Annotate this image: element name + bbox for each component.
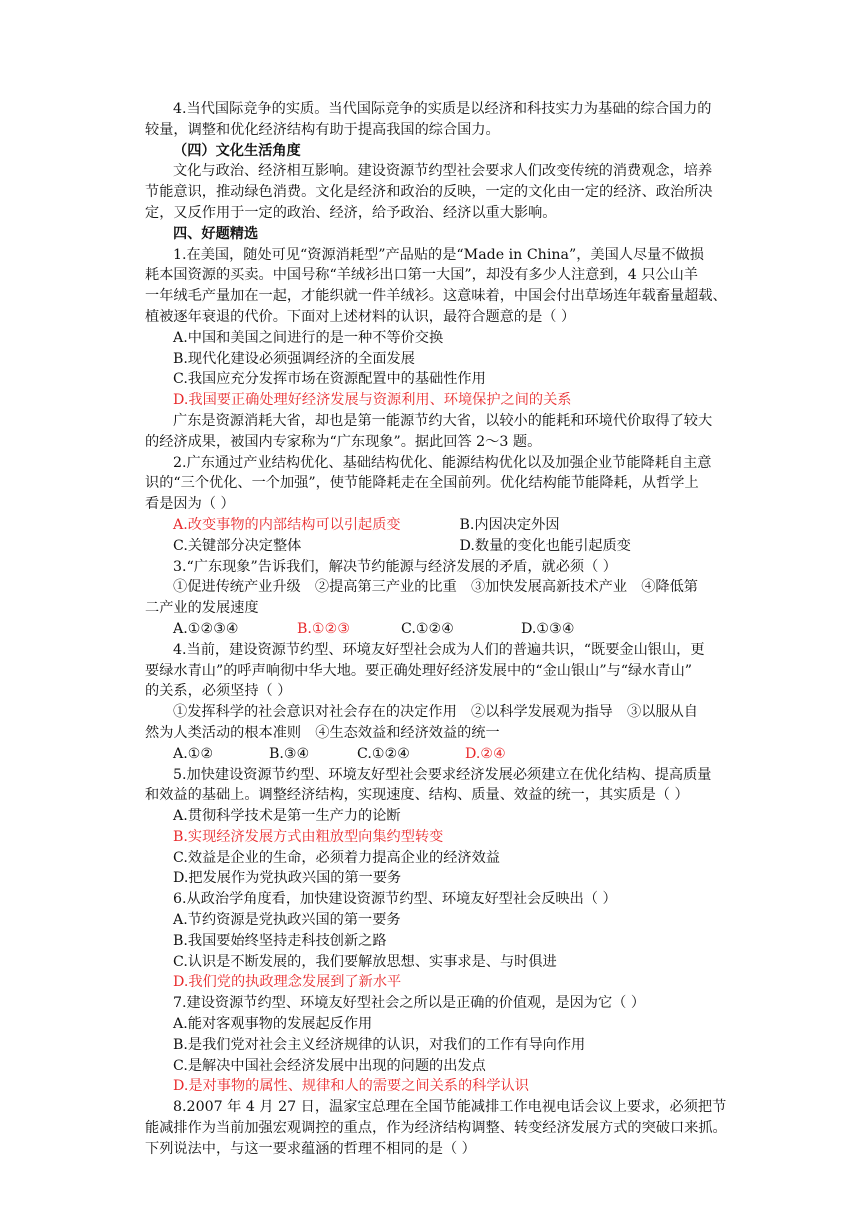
- question-line: 一年绒毛产量加在一起，才能织就一件羊绒衫。这意味着，中国会付出草场连年载畜量超载、: [145, 288, 727, 305]
- question-line: 耗本国资源的买卖。中国号称“羊绒衫出口第一大国”，却没有多少人注意到，4 只公山羊: [145, 267, 698, 284]
- option-a: A.①②: [173, 745, 214, 762]
- answer-option-b: B.①②③: [297, 620, 351, 637]
- option-d: D.数量的变化也能引起质变: [459, 537, 631, 554]
- paragraph-line: 4.当代国际竞争的实质。当代国际竞争的实质是以经济和科技实力为基础的综合国力的: [173, 101, 712, 117]
- question-line: 看是因为（ ）: [145, 496, 235, 513]
- answer-option-a: A.改变事物的内部结构可以引起质变: [173, 516, 401, 533]
- option-a: A.贯彻科学技术是第一生产力的论断: [173, 808, 401, 825]
- paragraph-line: 节能意识，推动绿色消费。文化是经济和政治的反映，一定的文化由一定的经济、政治所决: [145, 184, 713, 201]
- paragraph-line: 的经济成果，被国内专家称为“广东现象”。据此回答 2～3 题。: [145, 433, 542, 450]
- option-c: C.①②④: [401, 620, 455, 637]
- options-row: [145, 744, 746, 765]
- option-d: D.把发展作为党执政兴国的第一要务: [173, 870, 402, 887]
- answer-option-d: D.是对事物的属性、规律和人的需要之间关系的科学认识: [173, 1078, 529, 1095]
- question-line: 的关系，必须坚持（ ）: [145, 683, 292, 700]
- option-b: B.内因决定外因: [459, 516, 560, 533]
- question-line: 要绿水青山”的呼声响彻中华大地。要正确处理好经济发展中的“金山银山”与“绿水青山”: [145, 662, 693, 679]
- option-c: C.①②④: [357, 745, 411, 762]
- question-line: 能减排作为当前加强宏观调控的重点，作为经济结构调整、转变经济发展方式的突破口来抓。: [145, 1120, 727, 1137]
- paragraph-line: 广东是资源消耗大省，却也是第一能源节约大省，以较小的能耗和环境代价取得了较大: [173, 412, 713, 429]
- answer-option-d: D.②④: [465, 745, 506, 762]
- question-line: 下列说法中，与这一要求蕴涵的哲理不相同的是（ ）: [145, 1140, 476, 1157]
- section-heading: （四）文化生活角度: [173, 142, 301, 159]
- options-row: [145, 536, 746, 557]
- question-line: 5.加快建设资源节约型、环境友好型社会要求经济发展必须建立在优化结构、提高质量: [173, 766, 712, 783]
- options-row: [145, 515, 746, 536]
- question-line: 二产业的发展速度: [145, 600, 259, 617]
- question-line: ①促进传统产业升级 ②提高第三产业的比重 ③加快发展高新技术产业 ④降低第: [173, 579, 698, 596]
- question-line: 2.广东通过产业结构优化、基础结构优化、能源结构优化以及加强企业节能降耗自主意: [173, 454, 712, 471]
- option-a: A.①②③④: [173, 620, 239, 637]
- option-b: B.现代化建设必须强调经济的全面发展: [173, 350, 415, 367]
- question-line: 1.在美国，随处可见“资源消耗型”产品贴的是“Made in China”，美国人尽量不做损: [173, 246, 704, 263]
- answer-option-b: B.实现经济发展方式由粗放型向集约型转变: [173, 828, 444, 845]
- option-c: C.是解决中国社会经济发展中出现的问题的出发点: [173, 1057, 486, 1074]
- question-line: 4.当前，建设资源节约型、环境友好型社会成为人们的普遍共识，“既要金山银山，更: [173, 641, 705, 658]
- option-b: B.③④: [269, 745, 310, 762]
- option-d: D.①③④: [521, 620, 575, 637]
- paragraph-line: 较量，调整和优化经济结构有助于提高我国的综合国力。: [145, 121, 500, 138]
- paragraph-line: 文化与政治、经济相互影响。建设资源节约型社会要求人们改变传统的消费观念，培养: [173, 163, 713, 180]
- option-b: B.我国要始终坚持走科技创新之路: [173, 932, 387, 949]
- question-line: 然为人类活动的根本准则 ④生态效益和经济效益的统一: [145, 724, 500, 741]
- question-line: 8.2007 年 4 月 27 日，温家宝总理在全国节能减排工作电视电话会议上要求，必须把节: [173, 1099, 727, 1116]
- paragraph-line: 定，又反作用于一定的政治、经济，给予政治、经济以重大影响。: [145, 204, 557, 221]
- section-heading: 四、好题精选: [173, 225, 259, 242]
- option-a: A.节约资源是党执政兴国的第一要务: [173, 912, 401, 929]
- option-a: A.能对客观事物的发展起反作用: [173, 1016, 373, 1033]
- question-line: 识的“三个优化、一个加强”，使节能降耗走在全国前列。优化结构能节能降耗，从哲学上: [145, 475, 699, 492]
- answer-option-d: D.我国要正确处理好经济发展与资源利用、环境保护之间的关系: [173, 392, 572, 409]
- option-c: C.效益是企业的生命，必须着力提高企业的经济效益: [173, 849, 500, 866]
- question-line: 7.建设资源节约型、环境友好型社会之所以是正确的价值观，是因为它（ ）: [173, 995, 646, 1012]
- question-line: ①发挥科学的社会意识对社会存在的决定作用 ②以科学发展观为指导 ③以服从自: [173, 704, 698, 721]
- question-line: 和效益的基础上。调整经济结构，实现速度、结构、质量、效益的统一，其实质是（ ）: [145, 787, 689, 804]
- answer-option-d: D.我们党的执政理念发展到了新水平: [173, 974, 402, 991]
- question-line: 6.从政治学角度看，加快建设资源节约型、环境友好型社会反映出（ ）: [173, 891, 617, 908]
- question-line: 3.“广东现象”告诉我们，解决节约能源与经济发展的矛盾，就必须（ ）: [173, 558, 617, 575]
- option-c: C.认识是不断发展的，我们要解放思想、实事求是、与时俱进: [173, 953, 557, 970]
- option-c: C.关键部分决定整体: [173, 537, 302, 554]
- question-line: 植被逐年衰退的代价。下面对上述材料的认识，最符合题意的是（ ）: [145, 308, 576, 325]
- option-a: A.中国和美国之间进行的是一种不等价交换: [173, 329, 444, 346]
- option-c: C.我国应充分发挥市场在资源配置中的基础性作用: [173, 371, 486, 388]
- option-b: B.是我们党对社会主义经济规律的认识，对我们的工作有导向作用: [173, 1036, 586, 1053]
- options-row: [145, 619, 746, 640]
